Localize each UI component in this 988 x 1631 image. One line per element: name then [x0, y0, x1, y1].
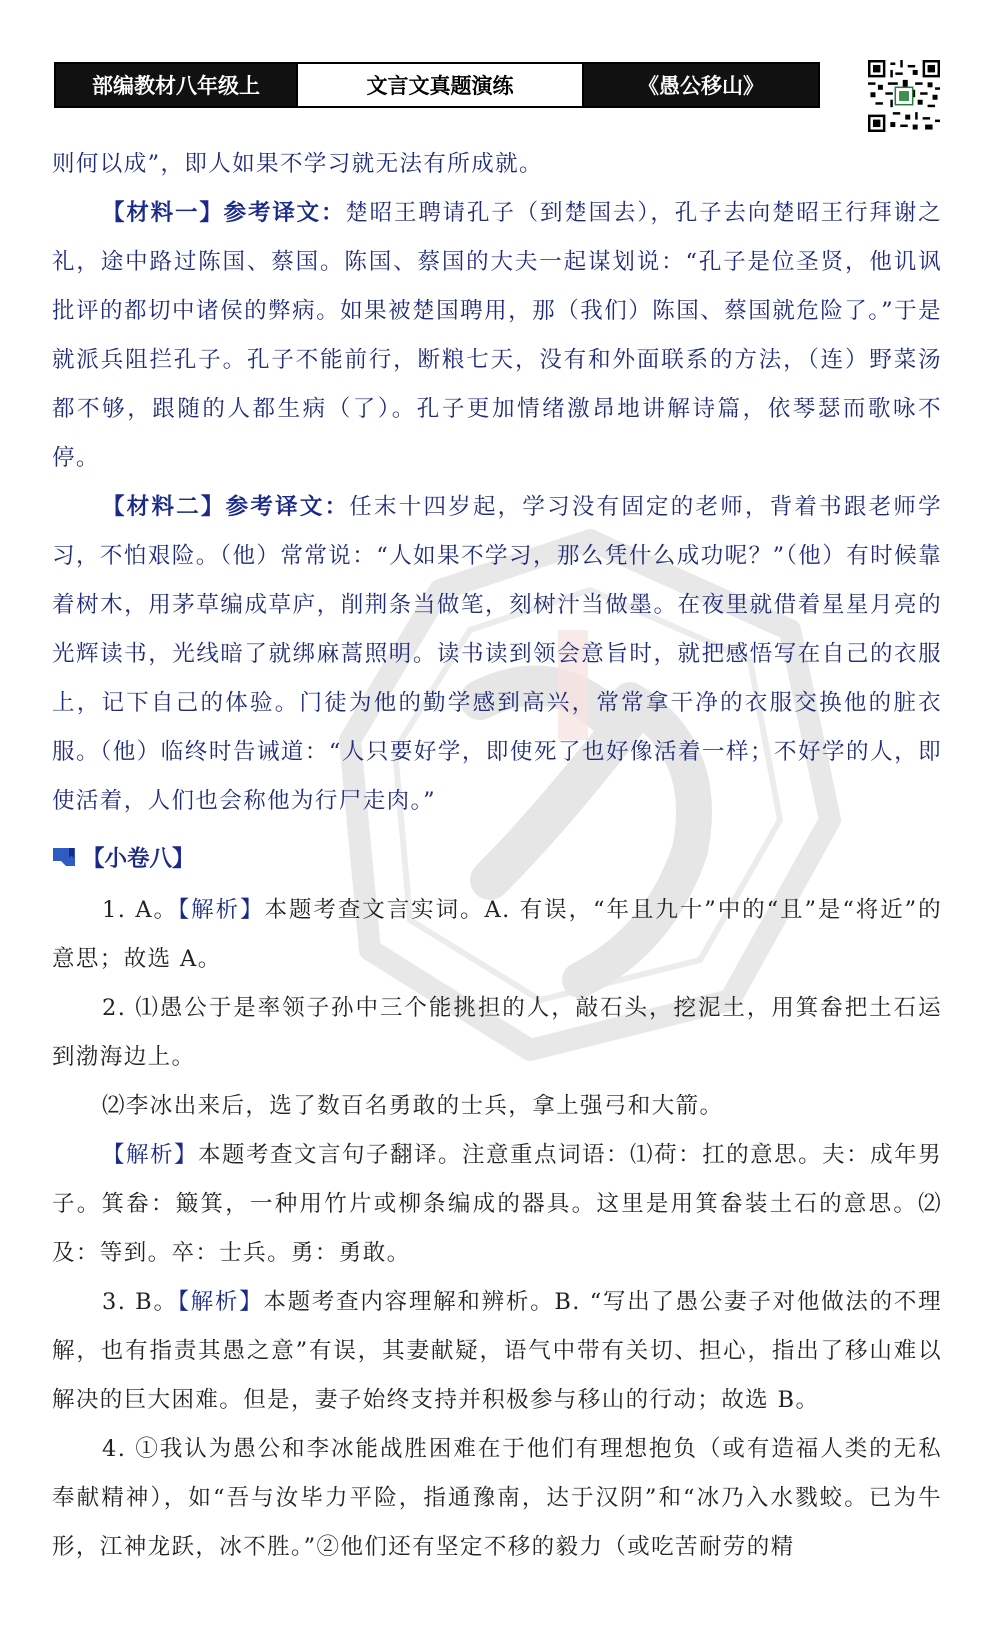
answer-1-text: 本题考查文言实词。A. 有误，“年且九十”中的“且”是“将近”的意思；故选 A。: [52, 897, 942, 972]
answer-4: 4. ①我认为愚公和李冰能战胜困难在于他们有理想抱负（或有造福人类的无私奉献精神），如“吾与汝毕力平险，指通豫南，达于汉阴”和“冰乃入水戮蛟。已为牛形，江神龙跃，冰不胜。”②他们还有坚定不移的毅力（或吃苦耐劳的精: [52, 1436, 942, 1560]
answer-1-head: 1. A。: [102, 897, 178, 923]
material-two-label: 【材料二】参考译文：: [102, 494, 350, 520]
answer-2-analysis-text: 本题考查文言句子翻译。注意重点词语：⑴荷：扛的意思。夫：成年男子。箕畚：簸箕，一种用竹片或柳条编成的器具。这里是用箕畚装土石的意思。⑵及：等到。卒：士兵。勇：勇敢。: [52, 1142, 942, 1266]
qr-code-icon: [868, 60, 940, 132]
section-title: 【小卷八】: [82, 846, 195, 872]
bookmark-icon: [52, 846, 76, 868]
section-heading: [52, 828, 942, 886]
material-one-translation: [52, 189, 942, 483]
answer-2-part-1: 2. ⑴愚公于是率领子孙中三个能挑担的人，敲石头，挖泥土，用箕畚把土石运到渤海边上。: [52, 995, 942, 1070]
page-body: [52, 140, 942, 1572]
answer-2-analysis: [52, 1131, 942, 1278]
answer-3-analysis-tag: 【解析】: [177, 1289, 264, 1315]
answer-3-head: 3. B。: [102, 1289, 178, 1315]
continued-line: 则何以成”，即人如果不学习就无法有所成就。: [52, 151, 543, 177]
answer-3: [52, 1278, 942, 1425]
answer-2-part-2: ⑵李冰出来后，选了数百名勇敢的士兵，拿上强弓和大箭。: [102, 1093, 724, 1119]
header-lesson: 《愚公移山》: [584, 64, 818, 106]
answer-2-analysis-tag: 【解析】: [102, 1142, 199, 1168]
answer-3-text: 本题考查内容理解和辨析。B. “写出了愚公妻子对他做法的不理解，也有指责其愚之意”有误，其妻献疑，语气中带有关切、担心，指出了移山难以解决的巨大困难。但是，妻子始终支持并积极参与移山的行动；故选 B。: [52, 1289, 943, 1413]
answer-1-analysis-tag: 【解析】: [177, 897, 265, 923]
header-title: 文言文真题演练: [296, 64, 584, 106]
material-one-label: 【材料一】参考译文：: [102, 200, 346, 226]
material-two-translation: [52, 483, 942, 826]
material-one-text: 楚昭王聘请孔子（到楚国去），孔子去向楚昭王行拜谢之礼，途中路过陈国、蔡国。陈国、蔡国的大夫一起谋划说：“孔子是位圣贤，他讥讽批评的都切中诸侯的弊病。如果被楚国聘用，那（我们）陈国、蔡国就危险了。”于是就派兵阻拦孔子。孔子不能前行，断粮七天，没有和外面联系的方法，（连）野菜汤都不够，跟随的人都生病（了）。孔子更加情绪激昂地讲解诗篇，依琴瑟而歌咏不停。: [52, 200, 942, 471]
page-header: [54, 62, 820, 108]
answer-1: [52, 886, 942, 984]
header-grade: 部编教材八年级上: [56, 64, 296, 106]
material-two-text: 任末十四岁起，学习没有固定的老师，背着书跟老师学习，不怕艰险。（他）常常说：“人如果不学习，那么凭什么成功呢？”（他）有时候靠着树木，用茅草编成草庐，削荆条当做笔，刻树汁当做墨。在夜里就借着星星月亮的光辉读书，光线暗了就绑麻蒿照明。读书读到领会意旨时，就把感悟写在自己的衣服上，记下自己的体验。门徒为他的勤学感到高兴，常常拿干净的衣服交换他的脏衣服。（他）临终时告诫道：“人只要好学，即使死了也好像活着一样；不好学的人，即使活着，人们也会称他为行尸走肉。”: [52, 494, 942, 814]
